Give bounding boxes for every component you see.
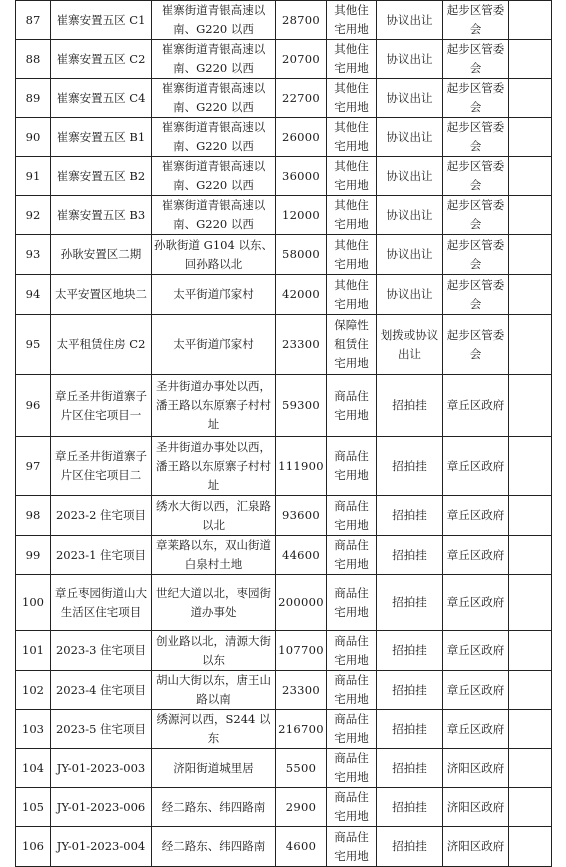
project-name: 2023-4 住宅项目	[51, 671, 152, 710]
remarks-cell	[509, 437, 552, 496]
remarks-cell	[509, 40, 552, 79]
land-use: 其他住宅用地	[327, 275, 377, 315]
remarks-cell	[509, 275, 552, 315]
row-number: 99	[16, 536, 51, 575]
project-location: 济阳街道城里居	[152, 749, 276, 788]
supply-method: 协议出让	[377, 79, 443, 118]
responsible-authority: 起步区管委会	[443, 275, 509, 315]
responsible-authority: 起步区管委会	[443, 40, 509, 79]
land-area: 58000	[276, 235, 327, 275]
responsible-authority: 章丘区政府	[443, 496, 509, 536]
table-row	[16, 496, 552, 536]
row-number: 100	[16, 575, 51, 631]
responsible-authority: 起步区管委会	[443, 235, 509, 275]
responsible-authority: 章丘区政府	[443, 631, 509, 671]
project-name: 崔寨安置五区 B3	[51, 196, 152, 235]
responsible-authority: 章丘区政府	[443, 710, 509, 749]
project-location: 圣井街道办事处以西，潘王路以东原寨子村村址	[152, 375, 276, 437]
land-use: 商品住宅用地	[327, 749, 377, 788]
land-use: 其他住宅用地	[327, 235, 377, 275]
table-row	[16, 749, 552, 788]
remarks-cell	[509, 235, 552, 275]
project-name: 2023-3 住宅项目	[51, 631, 152, 671]
responsible-authority: 章丘区政府	[443, 575, 509, 631]
project-name: 2023-1 住宅项目	[51, 536, 152, 575]
remarks-cell	[509, 749, 552, 788]
land-use: 保障性租赁住宅用地	[327, 315, 377, 375]
remarks-cell	[509, 118, 552, 157]
row-number: 105	[16, 788, 51, 827]
project-location: 孙耿街道 G104 以东、回孙路以北	[152, 235, 276, 275]
table-row	[16, 118, 552, 157]
table-row	[16, 196, 552, 235]
land-use: 商品住宅用地	[327, 788, 377, 827]
land-use: 商品住宅用地	[327, 375, 377, 437]
responsible-authority: 起步区管委会	[443, 1, 509, 40]
responsible-authority: 起步区管委会	[443, 79, 509, 118]
row-number: 88	[16, 40, 51, 79]
project-name: 2023-2 住宅项目	[51, 496, 152, 536]
land-area: 23300	[276, 671, 327, 710]
table-row	[16, 536, 552, 575]
responsible-authority: 起步区管委会	[443, 118, 509, 157]
responsible-authority: 济阳区政府	[443, 749, 509, 788]
remarks-cell	[509, 496, 552, 536]
table-row	[16, 710, 552, 749]
row-number: 93	[16, 235, 51, 275]
project-location: 太平街道邝家村	[152, 275, 276, 315]
row-number: 95	[16, 315, 51, 375]
project-location: 圣井街道办事处以西，潘王路以东原寨子村村址	[152, 437, 276, 496]
responsible-authority: 济阳区政府	[443, 827, 509, 867]
remarks-cell	[509, 375, 552, 437]
table-body	[16, 1, 552, 867]
responsible-authority: 济阳区政府	[443, 788, 509, 827]
land-area: 26000	[276, 118, 327, 157]
land-area: 5500	[276, 749, 327, 788]
remarks-cell	[509, 79, 552, 118]
project-location: 崔寨街道青银高速以南、G220 以西	[152, 1, 276, 40]
project-location: 崔寨街道青银高速以南、G220 以西	[152, 79, 276, 118]
supply-method: 协议出让	[377, 196, 443, 235]
land-area: 216700	[276, 710, 327, 749]
project-name: 章丘圣井街道寨子片区住宅项目一	[51, 375, 152, 437]
table-row	[16, 79, 552, 118]
project-name: 太平安置区地块二	[51, 275, 152, 315]
remarks-cell	[509, 710, 552, 749]
project-location: 太平街道邝家村	[152, 315, 276, 375]
land-area: 59300	[276, 375, 327, 437]
supply-method: 协议出让	[377, 40, 443, 79]
land-area: 23300	[276, 315, 327, 375]
land-area: 107700	[276, 631, 327, 671]
responsible-authority: 章丘区政府	[443, 375, 509, 437]
project-location: 世纪大道以北，枣园街道办事处	[152, 575, 276, 631]
project-name: 崔寨安置五区 C1	[51, 1, 152, 40]
project-name: 章丘圣井街道寨子片区住宅项目二	[51, 437, 152, 496]
row-number: 106	[16, 827, 51, 867]
project-location: 创业路以北，清源大街以东	[152, 631, 276, 671]
project-name: 孙耿安置区二期	[51, 235, 152, 275]
supply-method: 招拍挂	[377, 375, 443, 437]
project-location: 崔寨街道青银高速以南、G220 以西	[152, 40, 276, 79]
supply-method: 招拍挂	[377, 749, 443, 788]
table-row	[16, 631, 552, 671]
land-area: 93600	[276, 496, 327, 536]
project-name: 太平租赁住房 C2	[51, 315, 152, 375]
row-number: 94	[16, 275, 51, 315]
table-row	[16, 275, 552, 315]
table-row	[16, 671, 552, 710]
project-name: 2023-5 住宅项目	[51, 710, 152, 749]
remarks-cell	[509, 631, 552, 671]
table-row	[16, 575, 552, 631]
row-number: 96	[16, 375, 51, 437]
table-row	[16, 235, 552, 275]
project-name: JY-01-2023-004	[51, 827, 152, 867]
project-location: 胡山大街以东，唐王山路以南	[152, 671, 276, 710]
table-row	[16, 788, 552, 827]
project-location: 章莱路以东，双山街道白泉村土地	[152, 536, 276, 575]
land-use: 其他住宅用地	[327, 157, 377, 196]
land-supply-table	[15, 0, 552, 867]
row-number: 98	[16, 496, 51, 536]
row-number: 91	[16, 157, 51, 196]
land-use: 其他住宅用地	[327, 196, 377, 235]
supply-method: 招拍挂	[377, 536, 443, 575]
table-row	[16, 375, 552, 437]
responsible-authority: 章丘区政府	[443, 536, 509, 575]
supply-method: 协议出让	[377, 235, 443, 275]
row-number: 90	[16, 118, 51, 157]
project-location: 经二路东、纬四路南	[152, 827, 276, 867]
row-number: 92	[16, 196, 51, 235]
remarks-cell	[509, 157, 552, 196]
land-area: 12000	[276, 196, 327, 235]
project-name: 崔寨安置五区 C2	[51, 40, 152, 79]
responsible-authority: 章丘区政府	[443, 437, 509, 496]
responsible-authority: 起步区管委会	[443, 157, 509, 196]
project-location: 崔寨街道青银高速以南、G220 以西	[152, 118, 276, 157]
project-name: 崔寨安置五区 B2	[51, 157, 152, 196]
land-use: 商品住宅用地	[327, 710, 377, 749]
land-area: 28700	[276, 1, 327, 40]
supply-method: 招拍挂	[377, 575, 443, 631]
table-row	[16, 157, 552, 196]
responsible-authority: 起步区管委会	[443, 196, 509, 235]
land-use: 其他住宅用地	[327, 79, 377, 118]
row-number: 102	[16, 671, 51, 710]
land-use: 其他住宅用地	[327, 40, 377, 79]
project-location: 绣水大街以西，汇泉路以北	[152, 496, 276, 536]
land-use: 商品住宅用地	[327, 536, 377, 575]
row-number: 87	[16, 1, 51, 40]
supply-method: 招拍挂	[377, 437, 443, 496]
supply-method: 协议出让	[377, 275, 443, 315]
remarks-cell	[509, 788, 552, 827]
remarks-cell	[509, 575, 552, 631]
land-use: 商品住宅用地	[327, 631, 377, 671]
supply-method: 协议出让	[377, 157, 443, 196]
remarks-cell	[509, 196, 552, 235]
land-use: 商品住宅用地	[327, 671, 377, 710]
row-number: 103	[16, 710, 51, 749]
land-use: 商品住宅用地	[327, 827, 377, 867]
row-number: 89	[16, 79, 51, 118]
project-location: 经二路东、纬四路南	[152, 788, 276, 827]
project-name: 章丘枣园街道山大生活区住宅项目	[51, 575, 152, 631]
land-area: 2900	[276, 788, 327, 827]
project-name: JY-01-2023-003	[51, 749, 152, 788]
supply-method: 招拍挂	[377, 827, 443, 867]
remarks-cell	[509, 536, 552, 575]
table-row	[16, 437, 552, 496]
land-area: 111900	[276, 437, 327, 496]
supply-method: 划拨或协议出让	[377, 315, 443, 375]
land-use: 其他住宅用地	[327, 118, 377, 157]
responsible-authority: 章丘区政府	[443, 671, 509, 710]
land-area: 4600	[276, 827, 327, 867]
table-row	[16, 315, 552, 375]
row-number: 97	[16, 437, 51, 496]
land-use: 商品住宅用地	[327, 437, 377, 496]
remarks-cell	[509, 315, 552, 375]
land-use: 其他住宅用地	[327, 1, 377, 40]
supply-method: 招拍挂	[377, 788, 443, 827]
supply-method: 协议出让	[377, 1, 443, 40]
land-area: 36000	[276, 157, 327, 196]
project-location: 绣源河以西，S244 以东	[152, 710, 276, 749]
land-area: 20700	[276, 40, 327, 79]
table-row	[16, 1, 552, 40]
project-location: 崔寨街道青银高速以南、G220 以西	[152, 157, 276, 196]
land-area: 200000	[276, 575, 327, 631]
supply-method: 招拍挂	[377, 710, 443, 749]
row-number: 101	[16, 631, 51, 671]
land-area: 22700	[276, 79, 327, 118]
remarks-cell	[509, 671, 552, 710]
responsible-authority: 起步区管委会	[443, 315, 509, 375]
land-use: 商品住宅用地	[327, 496, 377, 536]
land-area: 42000	[276, 275, 327, 315]
supply-method: 招拍挂	[377, 631, 443, 671]
remarks-cell	[509, 1, 552, 40]
project-name: 崔寨安置五区 C4	[51, 79, 152, 118]
supply-method: 招拍挂	[377, 496, 443, 536]
supply-method: 招拍挂	[377, 671, 443, 710]
project-name: JY-01-2023-006	[51, 788, 152, 827]
table-row	[16, 40, 552, 79]
supply-method: 协议出让	[377, 118, 443, 157]
project-name: 崔寨安置五区 B1	[51, 118, 152, 157]
row-number: 104	[16, 749, 51, 788]
land-use: 商品住宅用地	[327, 575, 377, 631]
project-location: 崔寨街道青银高速以南、G220 以西	[152, 196, 276, 235]
land-area: 44600	[276, 536, 327, 575]
